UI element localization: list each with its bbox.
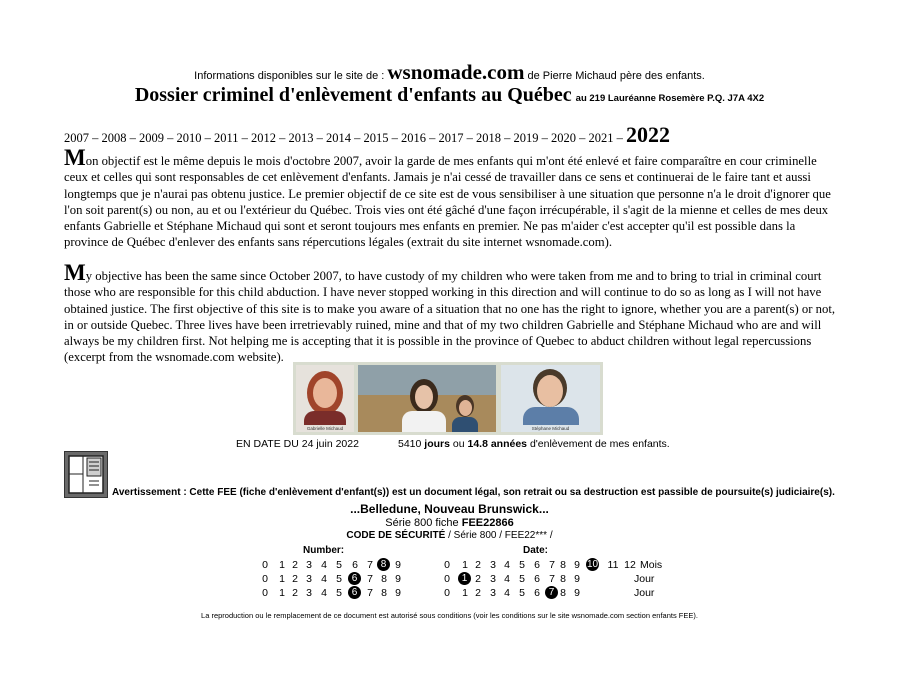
digit: 2 (475, 587, 481, 599)
digit: 0 (262, 587, 268, 599)
digit: 0 (262, 559, 268, 571)
digit: 9 (574, 559, 580, 571)
digit: 1 (279, 559, 285, 571)
row-label: Jour (634, 587, 655, 599)
digit: 6 (352, 559, 358, 571)
selected-digit: 7 (545, 586, 558, 599)
photo-caption: Stéphane Michaud (531, 426, 570, 431)
photo-stephane (501, 365, 600, 432)
digit: 6 (534, 559, 540, 571)
site-name: wsnomade.com (387, 60, 525, 84)
digit: 9 (395, 573, 401, 585)
digit: 8 (381, 573, 387, 585)
children-photos (293, 362, 603, 435)
location-line: ...Belledune, Nouveau Brunswick... (350, 502, 549, 516)
footer-note: La reproduction ou le remplacement de ce document est autorisé sous conditions (voir les conditions sur le site wsnomade.com section enfants FEE). (201, 611, 698, 620)
duration-suffix: d'enlèvement de mes enfants. (529, 438, 670, 450)
digit: 3 (306, 573, 312, 585)
digit: 3 (490, 587, 496, 599)
serie-code: FEE22866 (461, 517, 514, 529)
duration-text (398, 438, 670, 450)
digit: 3 (306, 587, 312, 599)
title-text: Dossier criminel d'enlèvement d'enfants au Québec (134, 84, 572, 106)
pmi-logo (64, 451, 108, 498)
serie-prefix: Série 800 fiche (385, 517, 459, 529)
digit: 4 (321, 559, 327, 571)
digit: 4 (504, 573, 510, 585)
shirt-shape (523, 407, 579, 425)
security-code-line (0, 530, 899, 541)
digit: 1 (279, 573, 285, 585)
selected-digit: 6 (348, 586, 361, 599)
digit: 4 (321, 573, 327, 585)
digit: 3 (490, 559, 496, 571)
digit: 9 (574, 587, 580, 599)
paragraph-text: y objective has been the same since October 2007, to have custody of my children who were taken from me and to bring to trial in criminal court those who are responsible for this child abduction. I have never stopped working in this direction and will continue to do so as long as I will not have obtained justice. The first objective of this site is to make you aware of a situation that no one has the right to ignore, whether you are a parent(s) or not, in or outside Quebec. Three lives have been irretrievably ruined, mine and that of my two children Gabrielle and Stéphane Michaud who are and will always be my children first. Not helping me is accepting that it is possible in the province of Quebec to abduct children without legal repercussions (excerpt from the wsnomade.com website). (64, 269, 836, 365)
security-rest: / Série 800 / FEE22*** / (445, 530, 553, 541)
digit: 12 (624, 559, 636, 571)
paragraph-text: on objectif est le même depuis le mois d'octobre 2007, avoir la garde de mes enfants qui m'ont été enlevé et faire comparaître en cour criminelle ceux et celles qui sont responsables de cet enlèvement d'enfants. Jamais je n'ai cessé de travailler dans ce sens et continuerai de le faire tant et aussi longtemps que je n'aurai pas obtenu justice. Le premier objectif de ce site est de vous sensibiliser à une situation que personne n'a le droit d'ignorer que l'on soit parent(s) ou non, au et ou l'extérieur du Québec. Trois vies ont été gâché d'une façon irrécupérable, il s'agit de la mienne et celles de mes deux enfants Gabrielle et Stéphane Michaud qui sont et seront toujours mes enfants en premier. Ne pas m'aider c'est accepter qu'il est possible dans la province de Québec d'enlever des enfants sans répercutions légales (extrait du site internet wsnomade.com). (64, 154, 831, 250)
selected-digit: 6 (348, 572, 361, 585)
digit: 1 (279, 587, 285, 599)
row-label: Mois (640, 559, 663, 571)
digit: 5 (336, 559, 342, 571)
digit: 8 (560, 559, 566, 571)
digit: 5 (336, 573, 342, 585)
digit: 4 (504, 587, 510, 599)
digit: 9 (574, 573, 580, 585)
face-shape (537, 375, 563, 407)
digit: 6 (534, 587, 540, 599)
digit: 5 (336, 587, 342, 599)
digit: 8 (381, 587, 387, 599)
selected-digit: 1 (458, 572, 471, 585)
days-label: jours (424, 438, 450, 450)
shirt-shape (402, 411, 446, 432)
digit: 2 (292, 573, 298, 585)
digit: 0 (444, 573, 450, 585)
face-shape (415, 385, 433, 409)
row-label: Jour (634, 573, 655, 585)
serie-line (0, 517, 899, 529)
digit: 6 (534, 573, 540, 585)
digit: 8 (560, 587, 566, 599)
digit: 1 (462, 559, 468, 571)
dropcap: M (64, 145, 86, 170)
intro-prefix: Informations disponibles sur le site de : (194, 70, 385, 82)
intro-suffix: de Pierre Michaud père des enfants. (527, 70, 705, 82)
photo-gabrielle (296, 365, 354, 432)
digit: 0 (444, 559, 450, 571)
paragraph-french (64, 145, 839, 251)
intro-line (0, 60, 899, 85)
digit: 8 (560, 573, 566, 585)
digit: 1 (462, 587, 468, 599)
digit: 11 (607, 559, 619, 571)
photo-group (358, 365, 496, 432)
days-count: 5410 (398, 438, 422, 450)
face-shape (313, 378, 337, 408)
shirt-shape (304, 411, 346, 425)
selected-digit: 8 (377, 558, 390, 571)
as-of-date: EN DATE DU 24 juin 2022 (236, 438, 359, 450)
digit: 4 (321, 587, 327, 599)
current-year: 2022 (626, 122, 671, 147)
security-label: CODE DE SÉCURITÉ (346, 530, 446, 541)
years-line (64, 122, 670, 148)
digit: 7 (367, 559, 373, 571)
digit: 2 (475, 573, 481, 585)
shirt-shape (452, 417, 478, 432)
digit: 9 (395, 587, 401, 599)
digit: 2 (475, 559, 481, 571)
years-list: 2007 – 2008 – 2009 – 2010 – 2011 – 2012 – 2013 – 2014 – 2015 – 2016 – 2017 – 2018 – 2019 – 2020 – 2021 – (64, 131, 623, 145)
digit: 5 (519, 559, 525, 571)
digit: 5 (519, 587, 525, 599)
digit: 9 (395, 559, 401, 571)
selected-digit: 10 (586, 559, 599, 570)
or-word: ou (452, 438, 465, 450)
digit: 5 (519, 573, 525, 585)
page-title (0, 84, 899, 107)
digit: 0 (262, 573, 268, 585)
digit: 7 (549, 559, 555, 571)
document-icon (65, 452, 107, 497)
digit: 7 (367, 587, 373, 599)
paragraph-english (64, 260, 839, 366)
digit: 3 (306, 559, 312, 571)
digit: 2 (292, 587, 298, 599)
digit: 7 (367, 573, 373, 585)
photo-caption: Gabrielle Michaud (306, 426, 344, 431)
years-count: 14.8 années (467, 438, 528, 450)
digit: 3 (490, 573, 496, 585)
title-address: au 219 Lauréanne Rosemère P.Q. J7A 4X2 (575, 93, 765, 104)
date-label: Date: (523, 545, 549, 556)
digit: 4 (504, 559, 510, 571)
digit: 7 (549, 573, 555, 585)
digit: 0 (444, 587, 450, 599)
digit: 2 (292, 559, 298, 571)
number-label: Number: (303, 545, 345, 556)
legal-warning: Avertissement : Cette FEE (fiche d'enlèvement d'enfant(s)) est un document légal, son retrait ou sa destruction est passible de poursuite(s) judiciaire(s). (112, 487, 835, 498)
dropcap: M (64, 260, 86, 285)
face-shape (459, 400, 472, 416)
